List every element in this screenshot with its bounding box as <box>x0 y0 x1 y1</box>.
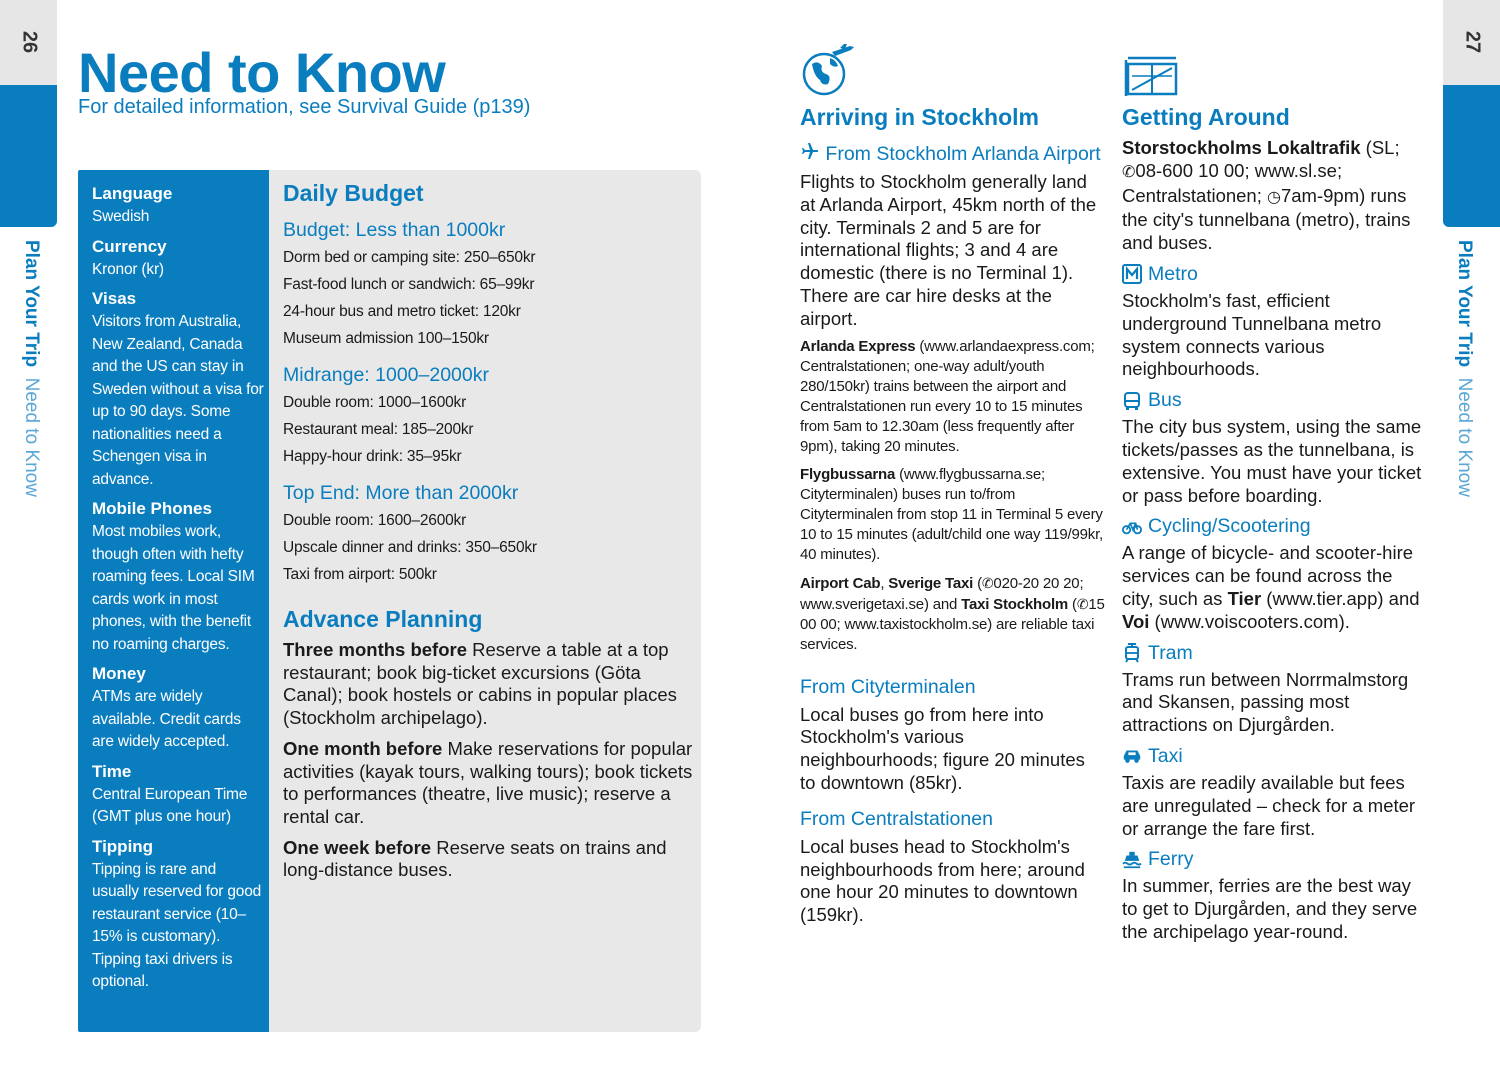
getting-around-column <box>1122 42 1427 950</box>
section-tab-left <box>0 85 57 227</box>
metro-heading <box>1122 263 1427 286</box>
listing-text: ( <box>973 574 982 592</box>
airport-text: Flights to Stockholm generally land at Arlanda Airport, 45km north of the city. Terminals 2 and 5 are for international flights; 3 and 4 are domestic (there is no Terminal 1). There are car hire desks at the airport. <box>800 171 1097 329</box>
budget-line: Double room: 1600–2600kr <box>283 512 467 529</box>
planning-text: Reserve seats on trains and long-distance buses. <box>283 836 667 881</box>
mode-name: Ferry <box>1148 848 1194 871</box>
budget-tier-heading: Top End: More than 2000kr <box>283 482 519 504</box>
arriving-title: Arriving in Stockholm <box>800 104 1039 130</box>
phone-icon: ✆ <box>981 574 994 591</box>
taxi-entry <box>800 573 1105 655</box>
sl-text: (SL; <box>1360 137 1400 158</box>
fact-heading: Tipping <box>92 836 154 856</box>
running-head-right <box>1453 240 1475 497</box>
fact-text: Central European Time (GMT plus one hour) <box>92 785 248 825</box>
cityterminalen-heading: From Cityterminalen <box>800 675 976 698</box>
getting-around-title: Getting Around <box>1122 104 1290 130</box>
phone-number: 020-20 20 20 <box>993 574 1080 592</box>
planning-title: Advance Planning <box>283 606 483 632</box>
cycling-text-part: (www.voiscooters.com). <box>1149 610 1350 632</box>
centralstationen-text: Local buses head to Stockholm's neighbourhoods from here; around one hour 20 minutes to downtown (159kr). <box>800 835 1085 926</box>
running-head-section: Plan Your Trip <box>1454 240 1475 368</box>
planning-item <box>283 837 693 882</box>
planning-timeframe: One month before <box>283 737 443 759</box>
fact-heading: Money <box>92 664 146 683</box>
phone-number: 08-600 10 00 <box>1135 159 1245 181</box>
listing-separator: , <box>880 574 889 592</box>
planning-text: Reserve a table at a top restaurant; book big-ticket excursions (Göta Canal); book hostels or cabins in popular places (Stockholm archipelago). <box>283 639 677 729</box>
budget-line: Upscale dinner and drinks: 350–650kr <box>283 539 537 556</box>
tram-heading <box>1122 642 1427 665</box>
metro-text: Stockholm's fast, efficient underground Tunnelbana metro system connects various neighbourhoods. <box>1122 289 1382 380</box>
listing-text: ( <box>1068 595 1077 613</box>
planning-timeframe: Three months before <box>283 639 467 660</box>
running-head-page: Need to Know <box>1454 377 1475 497</box>
phone-number: 15 00 00 <box>800 595 1105 633</box>
listing-text: (www.arlandaexpress.com; Centralstationen; one-way adult/youth 280/150kr) trains between the airport and Centralstationen run every 10 to 15 minutes from 5am to 12.30am (less frequently after 9pm), taking 20 minutes. <box>800 337 1095 455</box>
listing-name: Sverige Taxi <box>888 574 974 592</box>
clock-icon: ◷ <box>1267 188 1281 206</box>
metro-icon <box>1122 264 1142 284</box>
listing-name: Airport Cab <box>800 574 881 592</box>
sl-text: ; www.sl.se; Centralstationen; <box>1122 159 1343 206</box>
page-number-right: 27 <box>1461 30 1483 54</box>
fact-text: ATMs are widely available. Credit cards are widely accepted. <box>92 688 241 750</box>
provider-name: Voi <box>1122 610 1150 632</box>
fact-text: Visitors from Australia, New Zealand, Canada and the US can stay in Sweden without a visa for up to 90 days. Some nationalities need a Schengen visa in advance. <box>92 313 264 488</box>
fact-heading: Mobile Phones <box>92 499 212 518</box>
airport-heading <box>800 141 1105 167</box>
bus-text: The city bus system, using the same tickets/passes as the tunnelbana, is extensive. You must have your ticket or pass before boarding. <box>1122 416 1422 506</box>
budget-title: Daily Budget <box>283 180 424 206</box>
budget-line: Restaurant meal: 185–200kr <box>283 421 474 438</box>
ferry-text: In summer, ferries are the best way to get to Djurgården, and they serve the archipelago year-round. <box>1122 875 1418 942</box>
provider-name: Tier <box>1227 587 1262 609</box>
taxi-icon <box>1122 746 1142 766</box>
bicycle-icon <box>1122 517 1142 537</box>
budget-panel <box>269 170 701 1032</box>
listing-name: Taxi Stockholm <box>961 595 1069 613</box>
tram-text: Trams run between Norrmalmstorg and Skansen, passing most attractions on Djurgården. <box>1122 668 1409 736</box>
bus-icon <box>1122 391 1142 411</box>
phone-icon: ✆ <box>1076 595 1089 612</box>
fact-text: Kronor (kr) <box>92 260 164 278</box>
airport-heading-text: From Stockholm Arlanda Airport <box>825 143 1101 165</box>
mode-name: Bus <box>1148 389 1182 412</box>
sl-name: Storstockholms Lokaltrafik <box>1122 137 1361 158</box>
phone-icon: ✆ <box>1122 163 1136 181</box>
fact-text: Most mobiles work, though often with hefty roaming fees. Local SIM cards work in most phones, with the benefit no roaming charges. <box>92 523 255 653</box>
budget-line: Taxi from airport: 500kr <box>283 566 437 583</box>
page-number-tab-right <box>1443 0 1500 85</box>
fact-heading: Language <box>92 184 173 203</box>
budget-line: 24-hour bus and metro ticket: 120kr <box>283 303 521 320</box>
running-head-section: Plan Your Trip <box>21 240 42 368</box>
fact-heading: Time <box>92 761 132 781</box>
taxi-heading <box>1122 745 1427 768</box>
transit-station-icon <box>1122 42 1182 98</box>
bus-heading <box>1122 389 1427 412</box>
cityterminalen-text: Local buses go from here into Stockholm's various neighbourhoods; figure 20 minutes to downtown (85kr). <box>800 703 1085 793</box>
budget-line: Fast-food lunch or sandwich: 65–99kr <box>283 276 535 293</box>
cycling-heading <box>1122 515 1427 538</box>
sl-text: ) runs the city's tunnelbana (metro), trains and buses. <box>1122 184 1411 254</box>
facts-panel <box>78 170 269 1032</box>
planning-timeframe: One week before <box>283 836 432 858</box>
listing-name: Arlanda Express <box>800 337 916 355</box>
globe-plane-icon <box>800 42 860 98</box>
running-head-page: Need to Know <box>21 377 42 497</box>
cycling-text-part: A range of bicycle- and scooter-hire services can be found across the city, such as <box>1122 542 1414 609</box>
budget-line: Museum admission 100–150kr <box>283 330 489 347</box>
fact-text: Swedish <box>92 208 150 225</box>
budget-line: Happy-hour drink: 35–95kr <box>283 448 462 465</box>
mode-name: Cycling/Scootering <box>1148 515 1311 538</box>
budget-tier-heading: Midrange: 1000–2000kr <box>283 364 489 386</box>
ferry-heading <box>1122 848 1427 871</box>
centralstationen-heading: From Centralstationen <box>800 807 993 830</box>
tram-icon <box>1122 643 1142 663</box>
fact-text: Tipping is rare and usually reserved for good restaurant service (10–15% is customary). Tipping taxi drivers is optional. <box>92 860 262 990</box>
page-number-left: 26 <box>18 30 40 54</box>
arlanda-express-entry <box>800 337 1105 457</box>
planning-item <box>283 738 693 829</box>
cycling-text <box>1122 542 1427 633</box>
listing-name: Flygbussarna <box>800 465 896 483</box>
listing-text: ; www.sverigetaxi.se) and <box>800 574 1084 613</box>
mode-name: Tram <box>1148 641 1193 664</box>
budget-line: Double room: 1000–1600kr <box>283 394 467 411</box>
section-tab-right <box>1443 85 1500 227</box>
page-number-tab-left <box>0 0 57 85</box>
budget-tier-heading: Budget: Less than 1000kr <box>283 219 506 241</box>
budget-line: Dorm bed or camping site: 250–650kr <box>283 249 536 266</box>
listing-text: ; www.taxistockholm.se) are reliable taxi services. <box>800 615 1095 653</box>
listing-text: (www.flygbussarna.se; Cityterminalen) buses run to/from Cityterminalen from stop 11 in Terminal 5 every 10 to 15 minutes (adult/child one way 119/99kr, 40 minutes). <box>800 465 1104 563</box>
opening-hours: 7am-9pm <box>1280 184 1360 206</box>
flygbussarna-entry <box>800 465 1105 565</box>
planning-text: Make reservations for popular activities (kayak tours, walking tours); book tickets to performances (theatre, live music); reserve a rental car. <box>283 737 693 827</box>
mode-name: Metro <box>1148 262 1198 285</box>
ferry-icon <box>1122 850 1142 870</box>
cycling-text-part: (www.tier.app) and <box>1261 587 1420 609</box>
fact-heading: Visas <box>92 289 137 308</box>
sl-intro <box>1122 137 1427 255</box>
page-title: Need to Know <box>78 41 446 104</box>
airplane-icon <box>800 141 820 161</box>
running-head-left <box>20 240 42 497</box>
mode-name: Taxi <box>1148 744 1183 767</box>
taxi-text: Taxis are readily available but fees are unregulated – check for a meter or arrange the fare first. <box>1122 771 1416 839</box>
planning-item <box>283 639 693 730</box>
fact-heading: Currency <box>92 236 167 256</box>
page-subtitle: For detailed information, see Survival Guide (p139) <box>78 96 531 118</box>
arriving-column <box>800 42 1105 933</box>
